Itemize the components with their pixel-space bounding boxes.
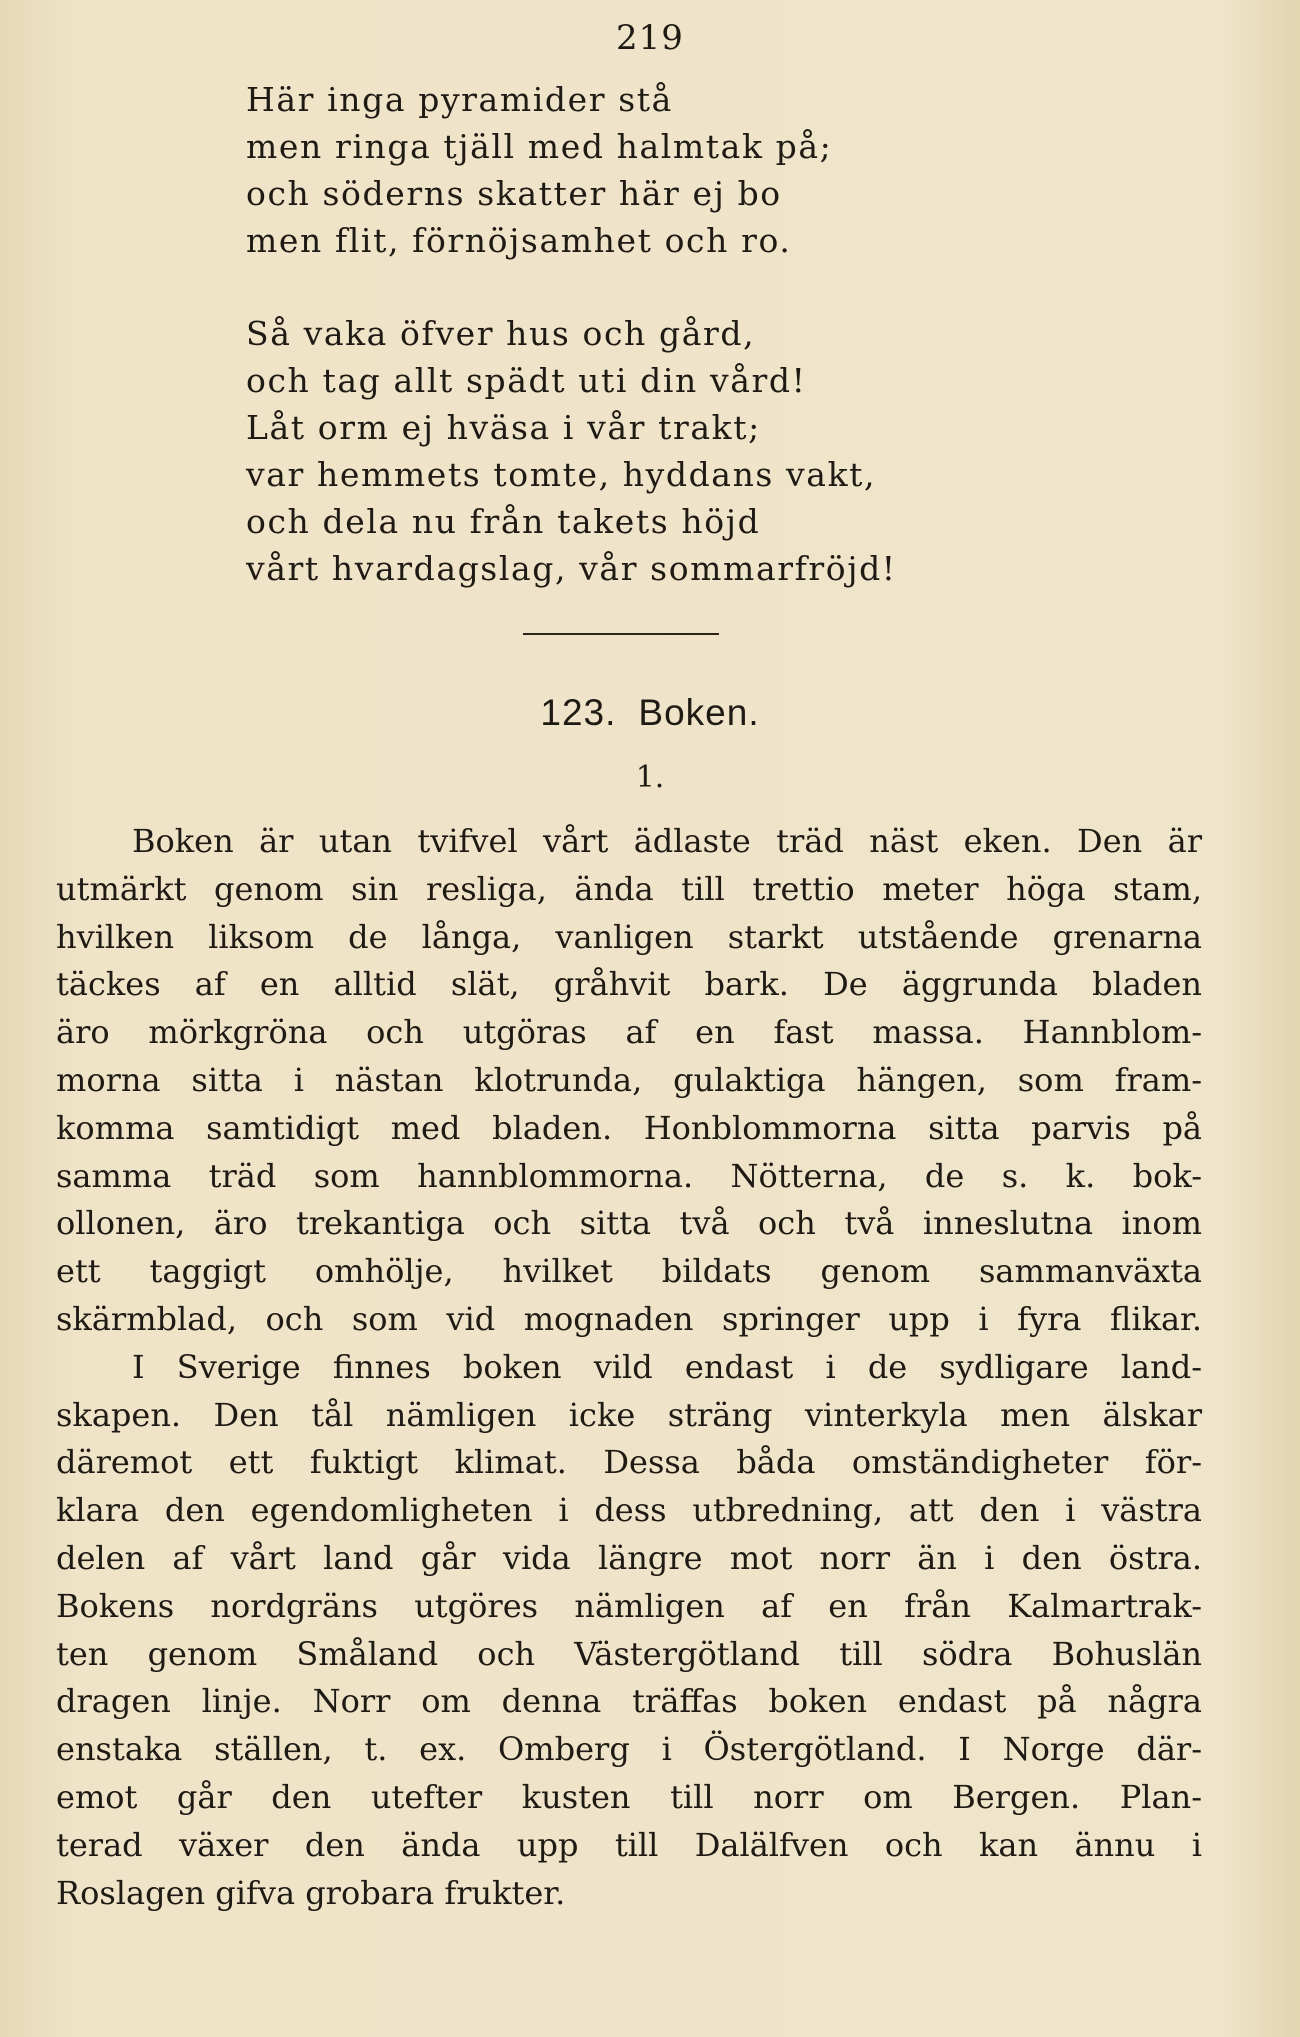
- paragraph-line: Boken är utan tvifvel vårt ädlaste träd näst eken. Den är: [132, 822, 1202, 860]
- paragraph-line: ten genom Småland och Västergötland till södra Bohuslän: [56, 1634, 1202, 1673]
- poem-line: vårt hvardagslag, vår sommarfröjd!: [246, 549, 897, 588]
- paragraph-line: samma träd som hannblommorna. Nötterna, de s. k. bok-: [56, 1156, 1202, 1195]
- paragraph-line: morna sitta i nästan klotrunda, gulaktiga hängen, som fram-: [56, 1060, 1202, 1099]
- subsection-number: 1.: [635, 760, 665, 795]
- paragraph-line: utmärkt genom sin resliga, ända till trettio meter höga stam,: [56, 869, 1202, 908]
- paragraph-line: komma samtidigt med bladen. Honblommorna sitta parvis på: [56, 1108, 1202, 1147]
- paragraph-line: enstaka ställen, t. ex. Omberg i Östergötland. I Norge där-: [56, 1730, 1202, 1769]
- paragraph-line: skapen. Den tål nämligen icke sträng vinterkyla men älskar: [56, 1395, 1202, 1434]
- paragraph-line: Bokens nordgräns utgöres nämligen af en från Kalmartrak-: [56, 1586, 1202, 1625]
- paragraph-line: ett taggigt omhölje, hvilket bildats genom sammanväxta: [56, 1252, 1202, 1291]
- paragraph-line: klara den egendomligheten i dess utbredning, att den i västra: [56, 1491, 1202, 1530]
- paragraph-line: delen af vårt land går vida längre mot norr än i den östra.: [56, 1538, 1202, 1577]
- paragraph-line: ollonen, äro trekantiga och sitta två och två inneslutna inom: [56, 1204, 1202, 1243]
- poem-line: och söderns skatter här ej bo: [246, 174, 782, 213]
- paragraph-line: däremot ett fuktigt klimat. Dessa båda omständigheter för-: [56, 1443, 1202, 1482]
- paragraph-line: emot går den utefter kusten till norr om Bergen. Plan-: [56, 1777, 1202, 1816]
- paragraph-line: terad växer den ända upp till Dalälfven och kan ännu i: [56, 1825, 1202, 1864]
- paragraph-line: I Sverige finnes boken vild endast i de sydligare land-: [132, 1347, 1202, 1386]
- poem-stanza-2: [246, 310, 1206, 592]
- poem-line: var hemmets tomte, hyddans vakt,: [246, 455, 877, 494]
- poem-line: Låt orm ej hväsa i vår trakt;: [246, 408, 761, 447]
- paragraph-line: skärmblad, och som vid mognaden springer upp i fyra flikar.: [56, 1299, 1202, 1338]
- poem-line: Här inga pyramider stå: [246, 80, 673, 119]
- poem-line: Så vaka öfver hus och gård,: [246, 314, 756, 353]
- paragraph-line: dragen linje. Norr om denna träffas boken endast på några: [56, 1682, 1202, 1721]
- paragraph-line: hvilken liksom de långa, vanligen starkt utstående grenarna: [56, 917, 1202, 956]
- section-title: Boken.: [638, 692, 760, 733]
- poem: [246, 76, 1206, 592]
- body-text: [56, 818, 1202, 1917]
- poem-line: men ringa tjäll med halmtak på;: [246, 127, 833, 166]
- poem-stanza-1: [246, 76, 1206, 264]
- section-heading: [0, 688, 1300, 738]
- page-number: 219: [616, 18, 684, 58]
- paragraph-line: äro mörkgröna och utgöras af en fast massa. Hannblom-: [56, 1013, 1202, 1052]
- poem-line: och dela nu från takets höjd: [246, 502, 761, 541]
- paragraph-line: täckes af en alltid slät, gråhvit bark. De äggrunda bladen: [56, 965, 1202, 1004]
- paragraph-line: Roslagen gifva grobara frukter.: [56, 1873, 566, 1912]
- poem-line: men flit, förnöjsamhet och ro.: [246, 221, 792, 260]
- section-number: 123.: [540, 692, 617, 733]
- poem-line: och tag allt spädt uti din vård!: [246, 361, 807, 400]
- section-divider: [523, 633, 719, 635]
